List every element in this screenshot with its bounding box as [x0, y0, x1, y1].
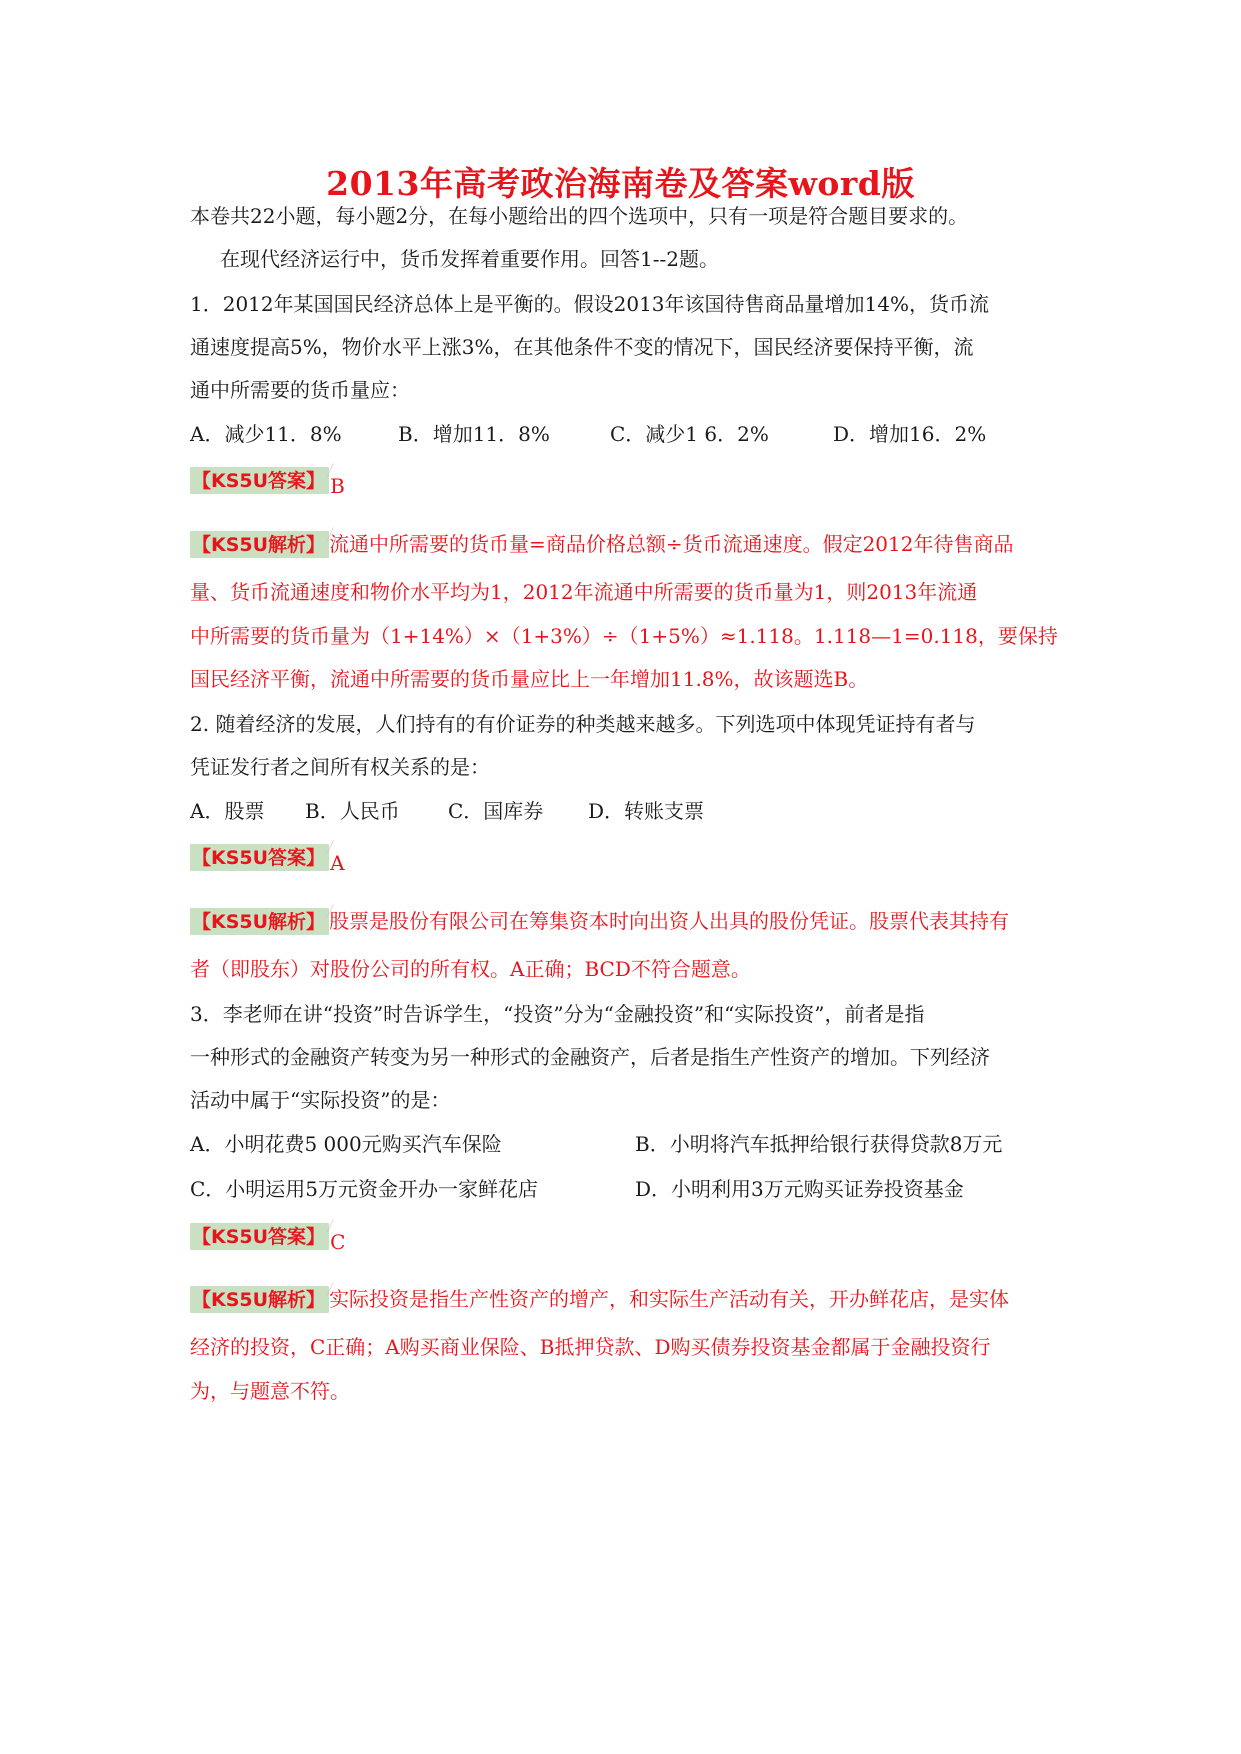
- q3-text-line: 活动中属于“实际投资”的是：: [190, 1088, 451, 1112]
- q1-analysis-line: 量、货币流通速度和物价水平均为1，2012年流通中所需要的货币量为1，则2013年流通: [190, 580, 978, 604]
- q1-option-a: A．减少11．8%: [190, 422, 342, 446]
- q2-analysis-line: 者（即股东）对股份公司的所有权。A正确；BCD不符合题意。: [190, 957, 751, 981]
- instructions: 本卷共22小题，每小题2分，在每小题给出的四个选项中，只有一项是符合题目要求的。: [190, 204, 969, 228]
- q2-answer-value: A: [330, 851, 345, 875]
- q3-option-b: B．小明将汽车抵押给银行获得贷款8万元: [635, 1132, 1003, 1156]
- q1-text-line: 通中所需要的货币量应：: [190, 378, 410, 402]
- q1-option-b: B．增加11．8%: [398, 422, 550, 446]
- q3-analysis: [190, 1285, 1009, 1313]
- analysis-tag: 【KS5U解析】: [190, 1286, 329, 1313]
- q3-analysis-line: 为，与题意不符。: [190, 1379, 350, 1403]
- answer-tag: 【KS5U答案】: [190, 467, 329, 494]
- q2-option-a: A．股票: [190, 799, 265, 823]
- q3-analysis-line: 经济的投资，C正确；A购买商业保险、B抵押贷款、D购买债券投资基金都属于金融投资行: [190, 1335, 991, 1359]
- q1-analysis: [190, 530, 1013, 558]
- analysis-tag: 【KS5U解析】: [190, 908, 329, 935]
- q2-option-d: D．转账支票: [588, 799, 705, 823]
- q1-option-d: D．增加16．2%: [833, 422, 987, 446]
- answer-tag: 【KS5U答案】: [190, 844, 329, 871]
- q3-option-a: A．小明花费5 000元购买汽车保险: [190, 1132, 502, 1156]
- answer-tag: 【KS5U答案】: [190, 1223, 329, 1250]
- q3-text-line: 3．李老师在讲“投资”时告诉学生，“投资”分为“金融投资”和“实际投资”，前者是指: [190, 1002, 925, 1026]
- q2-option-c: C．国库券: [448, 799, 544, 823]
- q1-answer: [190, 466, 345, 498]
- q2-analysis-line: 股票是股份有限公司在筹集资本时向出资人出具的股份凭证。股票代表其持有: [329, 909, 1010, 933]
- q2-option-b: B．人民币: [305, 799, 400, 823]
- q3-answer: [190, 1222, 346, 1254]
- q1-answer-value: B: [330, 474, 345, 498]
- q3-answer-value: C: [330, 1230, 346, 1254]
- q3-option-d: D．小明利用3万元购买证券投资基金: [635, 1177, 964, 1201]
- q2-text-line: 2. 随着经济的发展，人们持有的有价证券的种类越来越多。下列选项中体现凭证持有者与: [190, 712, 976, 736]
- q3-option-c: C．小明运用5万元资金开办一家鲜花店: [190, 1177, 539, 1201]
- context-prompt: 在现代经济运行中，货币发挥着重要作用。回答1--2题。: [220, 247, 719, 271]
- document-title: 2013年高考政治海南卷及答案word版: [326, 164, 915, 203]
- q2-analysis: [190, 907, 1009, 935]
- q1-text-line: 1．2012年某国国民经济总体上是平衡的。假设2013年该国待售商品量增加14%，货币流: [190, 292, 989, 316]
- analysis-tag: 【KS5U解析】: [190, 531, 329, 558]
- q2-text-line: 凭证发行者之间所有权关系的是：: [190, 755, 490, 779]
- q1-analysis-line: 流通中所需要的货币量=商品价格总额÷货币流通速度。假定2012年待售商品: [329, 532, 1014, 556]
- q3-analysis-line: 实际投资是指生产性资产的增产，和实际生产活动有关，开办鲜花店，是实体: [329, 1287, 1010, 1311]
- q2-answer: [190, 843, 345, 875]
- q3-text-line: 一种形式的金融资产转变为另一种形式的金融资产，后者是指生产性资产的增加。下列经济: [190, 1045, 990, 1069]
- q1-text-line: 通速度提高5%，物价水平上涨3%，在其他条件不变的情况下，国民经济要保持平衡，流: [190, 335, 974, 359]
- q1-option-c: C．减少1 6．2%: [610, 422, 769, 446]
- q1-analysis-line: 中所需要的货币量为（1+14%）×（1+3%）÷（1+5%）≈1.118。1.118—1=0.118，要保持: [190, 624, 1058, 648]
- q1-analysis-line: 国民经济平衡，流通中所需要的货币量应比上一年增加11.8%，故该题选B。: [190, 667, 869, 691]
